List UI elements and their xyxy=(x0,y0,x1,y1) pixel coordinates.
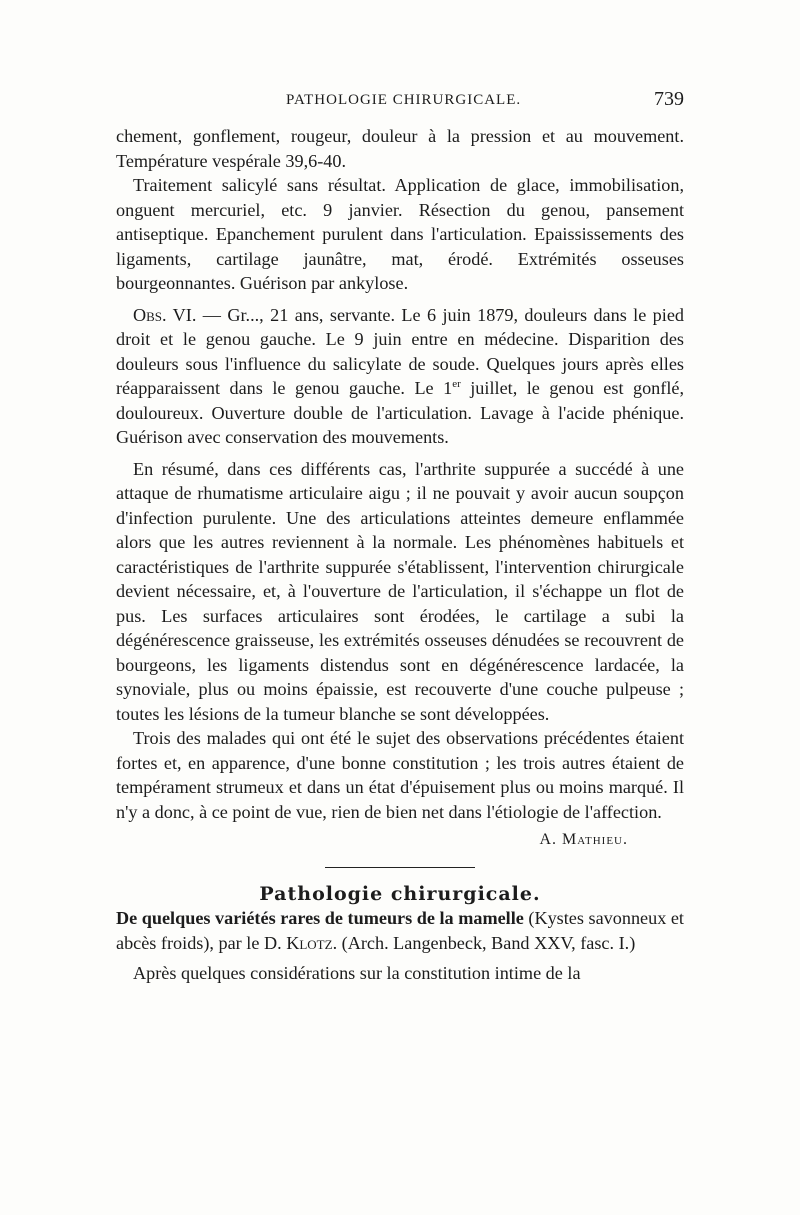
paragraph-treatment: Traitement salicylé sans résultat. Application de glace, immobilisation, onguent mercuriel, etc. 9 janvier. Résection du genou, pansement antiseptique. Epanchement purulent dans l'articulation. Epaississements des ligaments, cartilage jaunâtre, mat, érodé. Extrémités osseuses bourgeonnantes. Guérison par ankylose. xyxy=(116,175,684,293)
observation-vi xyxy=(116,303,684,450)
section-divider xyxy=(325,867,475,868)
section-title: Pathologie chirurgicale. xyxy=(259,882,541,905)
article-title: De quelques variétés rares de tumeurs de la mamelle xyxy=(116,908,524,928)
article-body-start: Après quelques considérations sur la constitution intime de la xyxy=(133,963,581,983)
observation-text-b: juillet, le genou est gonflé, douloureux. Ouverture double de l'articulation. Lavage à l'acide phénique. Guérison avec conservation des mouvements. xyxy=(116,378,684,447)
article-author: Klotz xyxy=(286,932,333,953)
paragraph-summary: En résumé, dans ces différents cas, l'arthrite suppurée a succédé à une attaque de rhumatisme articulaire aigu ; il ne pouvait y avoir aucun soupçon d'infection purulente. Une des articulations atteintes demeure enflammée alors que les autres reviennent à la normale. Les phénomènes habituels et caractéristiques de l'arthrite suppurée s'établissent, l'intervention chirurgicale devient nécessaire, et, à l'ouverture de l'articulation, il s'échappe un flot de pus. Les surfaces articulaires sont érodées, le cartilage a subi la dégénérescence graisseuse, les extrémités osseuses dénudées se recouvrent de bourgeons, les ligaments distendus sont en dégénérescence lardacée, la synoviale, plus ou moins épaissie, est recouverte d'une couche pulpeuse ; toutes les lésions de la tumeur blanche se sont développées. xyxy=(116,458,684,724)
superscript-er: er xyxy=(452,377,461,390)
page-number: 739 xyxy=(654,88,684,110)
page-header xyxy=(116,88,684,116)
article-citation-pre: (Kystes savonneux et abcès froids), par le D. xyxy=(116,908,684,953)
observation-label: Obs. VI. xyxy=(133,304,197,325)
observation-text-a: — Gr..., 21 ans, servante. Le 6 juin 1879, douleurs dans le pied droit et le genou gauche. Le 9 juin entre en médecine. Disparition des douleurs sous l'influence du salicylate de soude. Quelques jours après elles réapparaissent dans le genou gauche. Le 1 xyxy=(116,304,684,398)
author-signature: A. Mathieu. xyxy=(539,831,628,848)
article-entry xyxy=(116,906,684,955)
paragraph-continued: chement, gonflement, rougeur, douleur à la pression et au mouvement. Température vespérale 39,6-40. xyxy=(116,126,684,171)
article-citation-post: . (Arch. Langenbeck, Band XXV, fasc. I.) xyxy=(332,932,636,953)
page-body xyxy=(116,124,684,986)
paragraph-conclusion: Trois des malades qui ont été le sujet des observations précédentes étaient fortes et, en apparence, d'une bonne constitution ; les trois autres étaient de tempérament strumeux et dans un état d'épuisement plus ou moins marqué. Il n'y a donc, à ce point de vue, rien de bien net dans l'étiologie de l'affection. xyxy=(116,728,684,822)
running-title: PATHOLOGIE CHIRURGICALE. xyxy=(286,92,522,108)
